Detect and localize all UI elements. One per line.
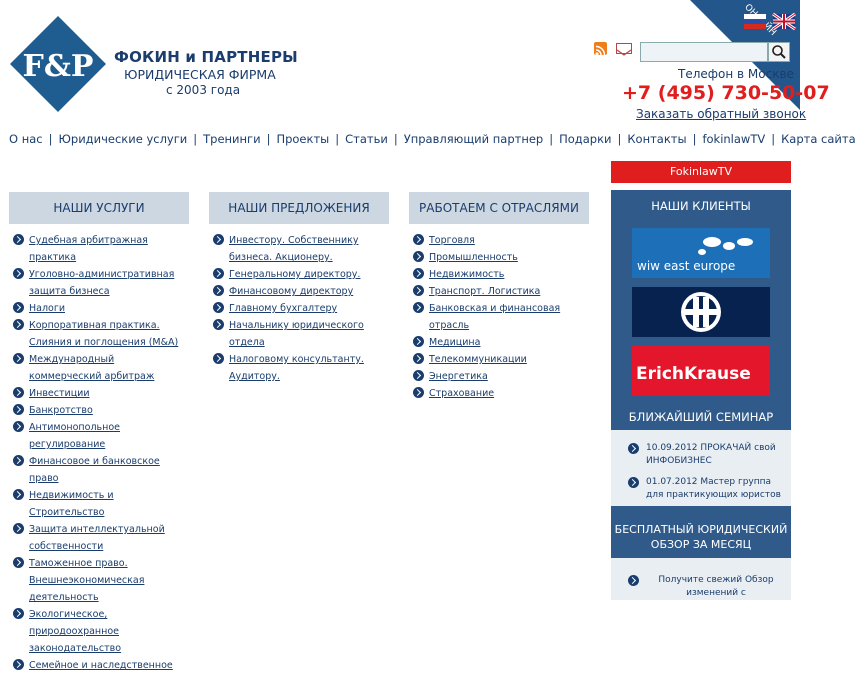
arrow-bullet-icon xyxy=(213,285,224,296)
seminar-item[interactable]: 10.09.2012 ПРОКАЧАЙ свой ИНФОБИЗНЕС xyxy=(626,442,786,468)
arrow-bullet-icon xyxy=(13,608,24,619)
arrow-bullet-icon xyxy=(628,443,639,454)
list-item[interactable]: Недвижимость и Строительство xyxy=(9,487,181,521)
arrow-bullet-icon xyxy=(13,421,24,432)
search-input[interactable] xyxy=(640,42,768,62)
language-flags xyxy=(742,14,795,33)
nav-fokinlawtv[interactable]: fokinlawTV xyxy=(702,132,766,146)
nav-articles[interactable]: Статьи xyxy=(345,132,388,146)
list-item[interactable]: Начальнику юридического отдела xyxy=(209,317,373,351)
offers-list xyxy=(209,232,373,385)
list-item[interactable]: Финансовому директору xyxy=(209,283,373,300)
arrow-bullet-icon xyxy=(13,557,24,568)
list-item[interactable]: Банковская и финансовая отрасль xyxy=(409,300,589,334)
arrow-bullet-icon xyxy=(13,659,24,670)
search-button[interactable] xyxy=(768,42,790,62)
arrow-bullet-icon xyxy=(628,477,639,488)
nav-sitemap[interactable]: Карта сайта xyxy=(781,132,856,146)
services-header: НАШИ УСЛУГИ xyxy=(9,192,189,224)
list-item[interactable]: Защита интеллектуальной собственности xyxy=(9,521,181,555)
list-item[interactable]: Корпоративная практика. Слияния и поглощения (M&A) xyxy=(9,317,181,351)
list-item[interactable]: Инвестиции xyxy=(9,385,181,402)
review-text[interactable]: Получите свежий Обзор изменений с xyxy=(626,574,786,600)
list-item[interactable]: Экологическое, природоохранное законодательство xyxy=(9,606,181,657)
fp-logo[interactable] xyxy=(8,14,108,114)
nav-projects[interactable]: Проекты xyxy=(276,132,330,146)
list-item[interactable]: Антимонопольное регулирование xyxy=(9,419,181,453)
arrow-bullet-icon xyxy=(213,234,224,245)
mail-icon[interactable] xyxy=(616,43,632,54)
client-emblem-logo[interactable] xyxy=(632,287,770,337)
arrow-bullet-icon xyxy=(413,353,424,364)
callback-link[interactable]: Заказать обратный звонок xyxy=(636,107,807,121)
list-item[interactable]: Телекоммуникации xyxy=(409,351,589,368)
phone-number[interactable]: +7 (495) 730-50-07 xyxy=(622,82,830,104)
arrow-bullet-icon xyxy=(413,285,424,296)
client-wiw-text: wiw east europe xyxy=(637,259,736,273)
arrow-bullet-icon xyxy=(13,523,24,534)
list-item[interactable]: Медицина xyxy=(409,334,589,351)
client-erichkrause-text: ErichKrause xyxy=(636,364,751,384)
list-item[interactable]: Налоговому консультанту. Аудитору. xyxy=(209,351,373,385)
arrow-bullet-icon xyxy=(13,353,24,364)
nav-trainings[interactable]: Тренинги xyxy=(203,132,261,146)
list-item[interactable]: Судебная арбитражная практика xyxy=(9,232,181,266)
arrow-bullet-icon xyxy=(13,387,24,398)
main-nav: О нас | Юридические услуги | Тренинги | Проекты | Статьи | Управляющий партнер | Подарки | Контакты | fokinlawTV | Карта сайта xyxy=(9,132,856,146)
arrow-bullet-icon xyxy=(213,353,224,364)
list-item[interactable]: Промышленность xyxy=(409,249,589,266)
offers-header: НАШИ ПРЕДЛОЖЕНИЯ xyxy=(209,192,389,224)
list-item[interactable]: Международный коммерческий арбитраж xyxy=(9,351,181,385)
arrow-bullet-icon xyxy=(13,489,24,500)
arrow-bullet-icon xyxy=(413,302,424,313)
arrow-bullet-icon xyxy=(413,268,424,279)
nav-managing-partner[interactable]: Управляющий партнер xyxy=(403,132,544,146)
arrow-bullet-icon xyxy=(413,336,424,347)
seminar-item[interactable]: 01.07.2012 Мастер группа для практикующих юристов xyxy=(626,476,786,502)
arrow-bullet-icon xyxy=(13,404,24,415)
client-erichkrause-logo[interactable] xyxy=(632,346,770,396)
list-item[interactable]: Генеральному директору. xyxy=(209,266,373,283)
brand-subtitle: ЮРИДИЧЕСКАЯ ФИРМА xyxy=(124,67,276,82)
rss-icon[interactable] xyxy=(594,42,607,55)
list-item[interactable]: Инвестору. Собственнику бизнеса. Акционеру. xyxy=(209,232,373,266)
list-item[interactable]: Транспорт. Логистика xyxy=(409,283,589,300)
arrow-bullet-icon xyxy=(213,319,224,330)
fokinlawtv-button[interactable]: FokinlawTV xyxy=(611,161,791,183)
arrow-bullet-icon xyxy=(213,268,224,279)
arrow-bullet-icon xyxy=(13,268,24,279)
list-item[interactable]: Недвижимость xyxy=(409,266,589,283)
list-item[interactable]: Таможенное право. Внешнеэкономическая деятельность xyxy=(9,555,181,606)
english-flag-icon[interactable] xyxy=(773,14,795,29)
list-item[interactable]: Финансовое и банковское право xyxy=(9,453,181,487)
list-item[interactable]: Налоги xyxy=(9,300,181,317)
russian-flag-icon[interactable] xyxy=(744,14,766,29)
arrow-bullet-icon xyxy=(413,234,424,245)
arrow-bullet-icon xyxy=(13,302,24,313)
arrow-bullet-icon xyxy=(13,234,24,245)
search-icon xyxy=(769,43,789,61)
arrow-bullet-icon xyxy=(413,370,424,381)
nav-contacts[interactable]: Контакты xyxy=(627,132,687,146)
brand-name: ФОКИН и ПАРТНЕРЫ xyxy=(114,48,298,66)
list-item[interactable]: Банкротство xyxy=(9,402,181,419)
arrow-bullet-icon xyxy=(413,387,424,398)
arrow-bullet-icon xyxy=(628,575,639,586)
review-title: БЕСПЛАТНЫЙ ЮРИДИЧЕСКИЙ ОБЗОР ЗА МЕСЯЦ xyxy=(614,523,788,551)
industries-list xyxy=(409,232,589,402)
list-item[interactable]: Уголовно-административная защита бизнеса xyxy=(9,266,181,300)
list-item[interactable]: Семейное и наследственное xyxy=(9,657,181,674)
nav-about[interactable]: О нас xyxy=(9,132,43,146)
services-list xyxy=(9,232,181,674)
arrow-bullet-icon xyxy=(13,319,24,330)
arrow-bullet-icon xyxy=(413,251,424,262)
list-item[interactable]: Страхование xyxy=(409,385,589,402)
list-item[interactable]: Энергетика xyxy=(409,368,589,385)
list-item[interactable]: Главному бухгалтеру xyxy=(209,300,373,317)
nav-legal-services[interactable]: Юридические услуги xyxy=(58,132,188,146)
phone-label: Телефон в Москве xyxy=(678,67,794,81)
list-item[interactable]: Торговля xyxy=(409,232,589,249)
logo-text: F&P xyxy=(22,49,94,84)
clients-title: НАШИ КЛИЕНТЫ xyxy=(651,199,751,213)
industries-header: РАБОТАЕМ С ОТРАСЛЯМИ xyxy=(409,192,589,224)
arrow-bullet-icon xyxy=(213,302,224,313)
client-wiw-logo[interactable] xyxy=(632,228,770,278)
seminar-title: БЛИЖАЙШИЙ СЕМИНАР xyxy=(628,410,774,424)
brand-since: с 2003 года xyxy=(166,83,241,97)
nav-gifts[interactable]: Подарки xyxy=(559,132,612,146)
arrow-bullet-icon xyxy=(13,455,24,466)
